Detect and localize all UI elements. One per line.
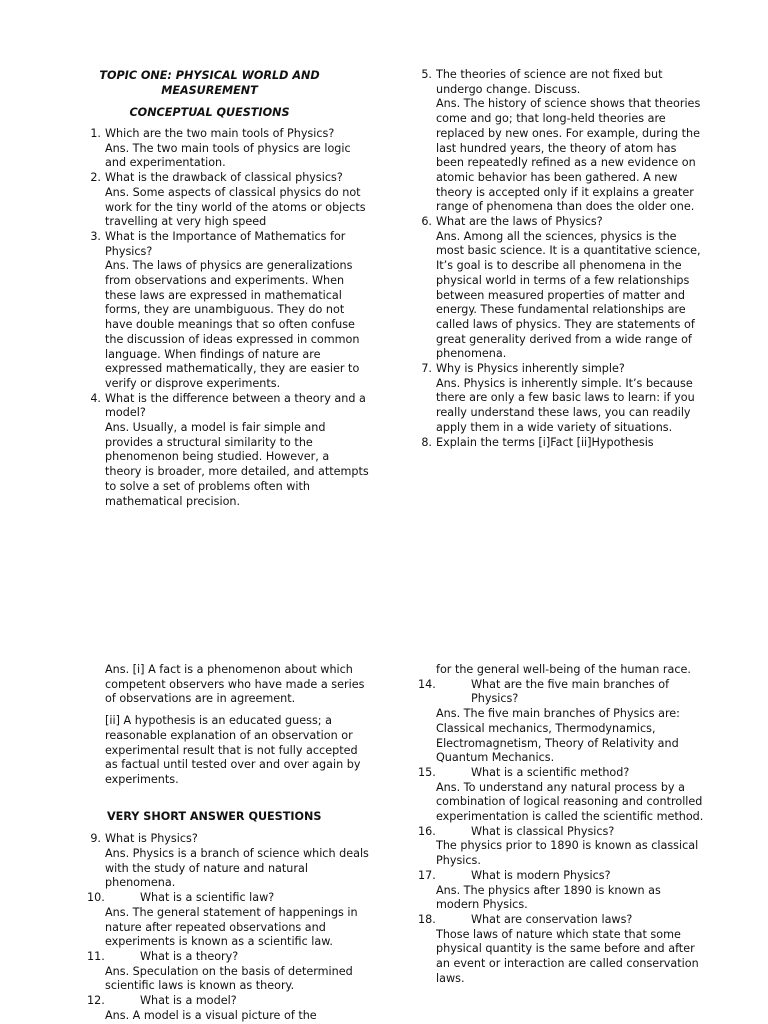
question-text: What are conservation laws? <box>471 912 633 926</box>
question-item <box>418 869 706 913</box>
question-number: 10. <box>87 891 105 905</box>
question-number: 1. <box>90 127 101 140</box>
question-text: What is a scientific law? <box>140 891 275 905</box>
question-text: The theories of science are not fixed but undergo change. Discuss. <box>436 68 663 96</box>
question-item <box>418 68 706 215</box>
question-text: What is modern Physics? <box>471 868 611 882</box>
question-item <box>418 913 706 987</box>
question-number: 7. <box>421 362 432 376</box>
question-text: What are the five main branches of Physics? <box>471 677 670 706</box>
question-item <box>87 950 369 994</box>
question-number: 9. <box>90 832 101 846</box>
answer-text: Ans. Speculation on the basis of determined scientific laws is known as theory. <box>105 964 353 993</box>
question-item <box>418 362 706 436</box>
answer-text: Ans. The physics after 1890 is known as modern Physics. <box>436 883 661 912</box>
question-text: Why is Physics inherently simple? <box>436 362 625 376</box>
question-text: What is classical Physics? <box>471 824 615 838</box>
top-right-column <box>418 68 706 450</box>
question-item <box>87 994 369 1023</box>
answer-text: Those laws of nature which state that some physical quantity is the same before and after an event or interaction are called conservation laws. <box>436 927 699 985</box>
answer-text: Ans. Physics is inherently simple. It’s because there are only a few basic laws to learn: if you really understand these laws, you can readily apply them in a wide variety of situations. <box>436 376 695 434</box>
question-item <box>418 766 706 825</box>
question-item <box>87 230 369 392</box>
question-text: What is Physics? <box>105 832 198 846</box>
answer-text: Ans. The history of science shows that theories come and go; that long-held theories are replaced by new ones. For example, during the last hundred years, the theory of atom has been repeatedly refined as a new evidence on atomic behavior has been gathered. A new theory is accepted only if it explains a greater range of phenomena than does the older one. <box>436 97 701 214</box>
question-number: 11. <box>87 949 105 963</box>
question-text: What are the laws of Physics? <box>436 215 603 229</box>
top-left-column <box>87 68 369 509</box>
question-item <box>87 171 369 230</box>
answer-text: The physics prior to 1890 is known as classical Physics. <box>436 839 699 868</box>
question-text: Explain the terms [i]Fact [ii]Hypothesis <box>436 435 654 449</box>
question-text: Which are the two main tools of Physics? <box>105 127 335 140</box>
question-item <box>87 891 369 950</box>
question-number: 18. <box>418 912 436 926</box>
question-item <box>87 127 369 171</box>
question-number: 5. <box>421 68 432 81</box>
answer-text: Ans. A model is a visual picture of the <box>105 1008 317 1022</box>
question-item <box>418 678 706 766</box>
question-number: 3. <box>90 229 101 243</box>
question-text: What is a model? <box>140 994 237 1008</box>
page-title: TOPIC ONE: PHYSICAL WORLD AND MEASUREMENT <box>99 69 320 97</box>
section-heading-very-short: VERY SHORT ANSWER QUESTIONS <box>107 809 322 823</box>
question-number: 17. <box>418 868 436 882</box>
answer-text: Ans. The laws of physics are generalizations from observations and experiments. When these laws are expressed in mathematical forms, they are unambiguous. They do not have double meanings that so often confuse the discussion of ideas expressed in common language. When findings of nature are expressed mathematically, they are easier to verify or disprove experiments. <box>105 259 360 390</box>
answer-text: Ans. The general statement of happenings in nature after repeated observations and experiments is known as a scientific law. <box>105 905 358 949</box>
answer-text: Ans. Physics is a branch of science which deals with the study of nature and natural phenomena. <box>105 847 369 890</box>
question-number: 12. <box>87 994 105 1008</box>
question-text: What is the drawback of classical physics? <box>105 171 343 185</box>
answer-text: Ans. Among all the sciences, physics is the most basic science. It is a quantitative science, It’s goal is to describe all phenomena in the physical world in terms of a few relationships between measured properties of matter and energy. These fundamental relationships are called laws of physics. They are statements of great generality derived from a wide range of phenomena. <box>436 229 701 361</box>
question-item <box>418 215 706 362</box>
question-number: 2. <box>90 171 101 185</box>
answer-text: Ans. Usually, a model is fair simple and provides a structural similarity to the phenomenon being studied. However, a theory is broader, more detailed, and attempts to solve a set of problems often with mathematical precision. <box>105 421 369 508</box>
answer-text: Ans. Some aspects of classical physics do not work for the tiny world of the atoms or objects travelling at very high speed <box>105 185 366 229</box>
answer-text: for the general well-being of the human race. <box>436 663 691 676</box>
question-text: What is the Importance of Mathematics for Physics? <box>105 229 346 258</box>
answer-text: Ans. [i] A fact is a phenomenon about which competent observers who have made a series of observations are in agreement. <box>105 663 365 706</box>
question-text: What is a theory? <box>140 949 239 963</box>
question-number: 14. <box>418 677 436 691</box>
question-number: 8. <box>421 435 432 449</box>
bottom-left-column <box>87 663 369 1023</box>
question-number: 15. <box>418 765 436 779</box>
answer-text: Ans. The two main tools of physics are logic and experimentation. <box>105 141 351 170</box>
question-item <box>418 436 706 451</box>
question-number: 16. <box>418 824 436 838</box>
question-text: What is a scientific method? <box>471 765 630 779</box>
question-item <box>87 392 369 510</box>
question-item <box>87 832 369 891</box>
question-number: 4. <box>90 391 101 405</box>
answer-text: Ans. To understand any natural process by a combination of logical reasoning and controlled experimentation is called the scientific method. <box>436 780 704 824</box>
question-number: 6. <box>421 215 432 229</box>
answer-text: [ii] A hypothesis is an educated guess; a reasonable explanation of an observation or experimental result that is not fully accepted as factual until tested over and over again by experiments. <box>105 714 361 786</box>
answer-text: Ans. The five main branches of Physics are: Classical mechanics, Thermodynamics, Electromagnetism, Theory of Relativity and Quantum Mechanics. <box>436 707 680 765</box>
question-item <box>418 825 706 869</box>
question-text: What is the difference between a theory and a model? <box>105 391 366 420</box>
section-heading-conceptual: CONCEPTUAL QUESTIONS <box>129 106 290 119</box>
bottom-right-column <box>418 663 706 986</box>
